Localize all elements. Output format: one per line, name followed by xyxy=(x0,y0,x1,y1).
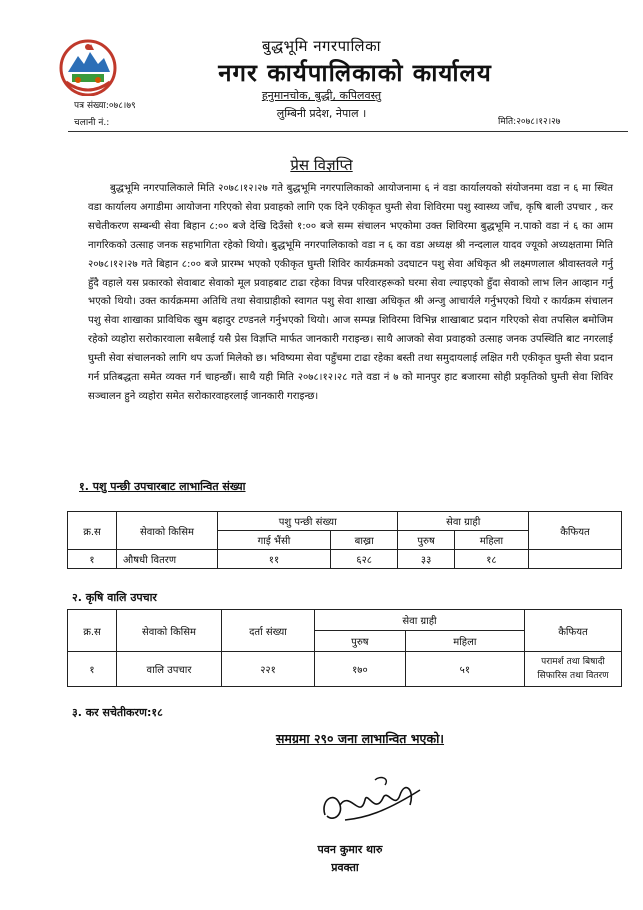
cell-cow: ११ xyxy=(218,550,331,569)
header-divider xyxy=(68,131,628,132)
cell-service: वालि उपचार xyxy=(117,652,222,687)
col-remarks: कैफियत xyxy=(525,610,622,652)
livestock-table xyxy=(67,511,622,569)
body-paragraph: बुद्धभूमि नगरपालिकाले मिति २०७८।१२।२७ गते बुद्धभूमि नगरपालिकाको आयोजनामा ६ नं वडा कार्यालयको संयोजनमा वडा न ६ मा स्थित वडा कार्यालय अगाडीमा आयोजना गरिएको सेवा प्रवाहको लागि एक दिने एकीकृत घुम्ती सेवा शिविरमा पशु स्वास्थ्य जाँच, कृषि बाली उपचार , कर सचेतीकरण सम्बन्धी सेवा बिहान ८:०० बजे देखि दिउँसो १:०० बजे सम्म संचालन भएकोमा उक्त शिविरमा बुद्धभूमि न.पाको वडा नं ६ का आम नागरिकको उत्साह जनक सहभागिता रहेको थियो। बुद्धभूमि नगरपालिकाको वडा न ६ का वडा अध्यक्ष श्री नन्दलाल यादव ज्यूको अध्यक्षतामा मिति २०७८।१२।२७ गते बिहान ८:०० बजे प्रारम्भ भएको एकीकृत घुम्ती शिविर कार्यक्रमको उदघाटन पशु सेवा अधिकृत श्री लक्ष्मणलाल श्रीवास्तवले गर्नु हुँदै वहाले यस प्रकारको सेवाबाट सेवाको मूल प्रवाहबाट टाढा रहेका विपन्न परिवारहरूको घरमा सेवा ल्याइएको हुँदा सेवाको लाभ लिन आव्हान गर्नु भएको थियो। उक्त कार्यक्रममा अतिथि तथा सेवाग्राहीको स्वागत पशु सेवा शाखा अधिकृत श्री अन्जु आचार्यले गर्नुभएको थियो र कार्यक्रम संचालन पशु सेवा शाखाका प्राविधिक खुम बहादुर टण्डनले गर्नुभएको थियो। आज सम्पन्न शिविरमा विभिन्न शाखाबाट प्रदान गरिएको सेवा तपसिल बमोजिम रहेको व्यहोरा सरोकारवाला सबैलाई यसै प्रेस विज्ञप्ति मार्फत जानकारी गराइन्छ। साथै आजको सेवा प्रवाहको उत्साह जनक उपस्थिति बाट नगरलाई घुम्ती सेवा संचालनको लागि थप ऊर्जा मिलेको छ। भविष्यमा सेवा पहुँचमा टाढा रहेका बस्ती तथा समुदायलाई लक्षित गरी एकीकृत घुम्ती सेवा प्रदान गर्न प्रतिबद्धता समेत व्यक्त गर्न चाहन्छौं। साथै यही मिति २०७८।१२।२८ गते वडा नं ७ को मानपुर हाट बजारमा सोही प्रकृतिको घुम्ती सेवा शिविर सञ्चालन हुने व्यहोरा समेत सरोकारवाहरलाई जानकारी गराइन्छ। xyxy=(88,183,613,402)
col-animals: पशु पन्छी संख्या xyxy=(218,512,398,531)
col-service: सेवाको किसिम xyxy=(117,512,218,550)
table-row xyxy=(68,652,622,687)
col-cow: गाई भैंसी xyxy=(218,531,331,550)
col-beneficiaries: सेवा ग्राही xyxy=(398,512,529,531)
cell-goat: ६२८ xyxy=(330,550,397,569)
col-service: सेवाको किसिम xyxy=(117,610,222,652)
date: मिति:२०७८।१२।२७ xyxy=(498,117,561,127)
col-beneficiaries: सेवा ग्राही xyxy=(315,610,525,631)
cell-male: ३३ xyxy=(398,550,454,569)
cell-remarks: परामर्श तथा बिषादी सिफारिस तथा वितरण xyxy=(525,652,622,687)
press-release-body xyxy=(88,180,613,407)
agriculture-table xyxy=(67,609,622,687)
summary-line: समग्रमा २९० जना लाभान्वित भएको। xyxy=(275,731,445,746)
signatory-name: पवन कुमार थारु xyxy=(317,843,383,856)
handwritten-signature xyxy=(305,760,435,840)
col-female: महिला xyxy=(405,631,524,652)
col-female: महिला xyxy=(454,531,528,550)
col-remarks: कैफियत xyxy=(529,512,622,550)
cell-remarks xyxy=(529,550,622,569)
document-title: प्रेस विज्ञप्ति xyxy=(290,156,353,174)
cell-registered: २२१ xyxy=(222,652,315,687)
cell-service: औषधी वितरण xyxy=(117,550,218,569)
address-line-2: लुम्बिनी प्रदेश, नेपाल । xyxy=(276,107,367,120)
col-male: पुरुष xyxy=(398,531,454,550)
cell-female: १८ xyxy=(454,550,528,569)
col-male: पुरुष xyxy=(315,631,406,652)
section-1-heading: १. पशु पन्छी उपचारबाट लाभान्वित संख्या xyxy=(79,480,246,493)
col-sn: क्र.स xyxy=(68,610,117,652)
cell-male: १७० xyxy=(315,652,406,687)
table-row xyxy=(68,550,622,569)
cell-sn: १ xyxy=(68,652,117,687)
section-2-heading: २. कृषि वालि उपचार xyxy=(72,591,157,604)
letter-number: पत्र संख्या:०७८।७९ xyxy=(74,101,136,111)
cell-female: ५१ xyxy=(405,652,524,687)
signatory-role: प्रवक्ता xyxy=(331,861,359,874)
dispatch-number: चलानी नं.: xyxy=(74,118,110,128)
col-goat: बाख्रा xyxy=(330,531,397,550)
col-sn: क्र.स xyxy=(68,512,117,550)
office-title: नगर कार्यपालिकाको कार्यालय xyxy=(218,59,492,87)
cell-sn: १ xyxy=(68,550,117,569)
section-3-heading: ३. कर सचेतीकरण:१८ xyxy=(72,706,163,719)
col-registered: दर्ता संख्या xyxy=(222,610,315,652)
municipality-name: बुद्धभूमि नगरपालिका xyxy=(262,37,381,55)
address-line-1: हनुमानचोक, बुद्धी, कपिलवस्तु xyxy=(261,89,382,102)
